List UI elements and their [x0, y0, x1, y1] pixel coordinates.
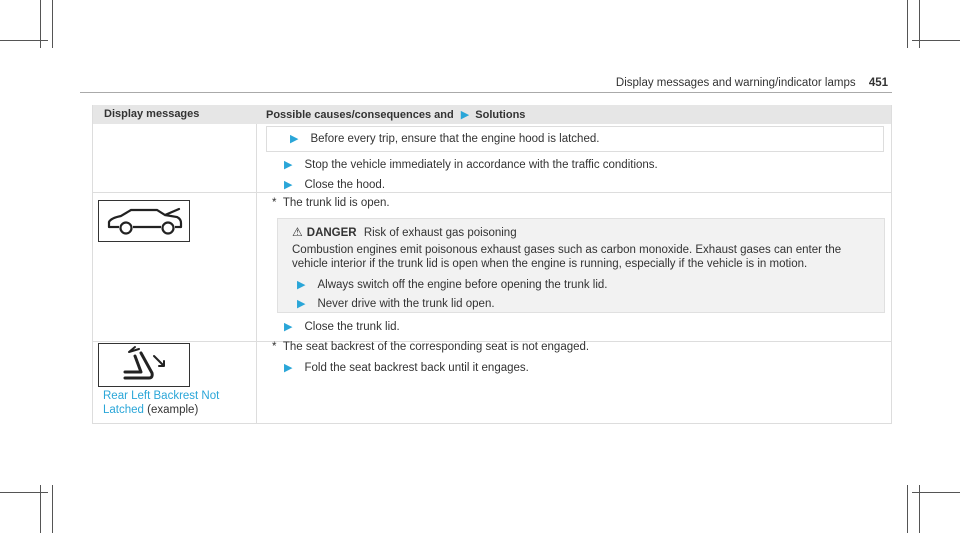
- list-item: ▶ Never drive with the trunk lid open.: [297, 298, 495, 310]
- crop-mark: [52, 485, 53, 533]
- list-item: ▶ Close the trunk lid.: [284, 321, 400, 333]
- danger-text: vehicle interior if the trunk lid is open when the engine is running, especially if the vehicle is in motion.: [292, 258, 808, 270]
- arrow-icon: ▶: [284, 362, 293, 374]
- danger-text: Combustion engines emit poisonous exhaust gases such as carbon monoxide. Exhaust gases can enter the: [292, 244, 842, 256]
- seat-backrest-icon: [98, 343, 190, 387]
- arrow-icon: ▶: [284, 179, 293, 191]
- cause-text: * The trunk lid is open.: [272, 197, 390, 209]
- crop-mark: [0, 40, 48, 41]
- column-divider: [256, 124, 257, 424]
- car-trunk-open-icon: [98, 200, 190, 242]
- danger-box: [277, 218, 885, 313]
- crop-mark: [907, 0, 908, 48]
- row-divider: [92, 192, 892, 193]
- list-item: ▶ Fold the seat backrest back until it engages.: [284, 362, 529, 374]
- warning-triangle-icon: ⚠: [292, 225, 303, 239]
- crop-mark: [907, 485, 908, 533]
- column-header-causes: Possible causes/consequences and ▶ Solutions: [266, 109, 526, 121]
- list-item: ▶ Stop the vehicle immediately in accordance with the traffic conditions.: [284, 159, 658, 171]
- display-message-text: Latched (example): [103, 404, 199, 416]
- display-message-text: Rear Left Backrest Not: [103, 390, 220, 402]
- arrow-icon: ▶: [297, 279, 306, 291]
- display-messages-table: [92, 105, 892, 424]
- arrow-icon: ▶: [284, 321, 293, 333]
- crop-mark: [0, 492, 48, 493]
- arrow-icon: ▶: [297, 298, 306, 310]
- arrow-icon: ▶: [284, 159, 293, 171]
- column-header-messages: Display messages: [104, 108, 200, 120]
- list-item: ▶ Always switch off the engine before opening the trunk lid.: [297, 279, 608, 291]
- danger-heading: ⚠ DANGER Risk of exhaust gas poisoning: [292, 225, 517, 239]
- header-rule: [80, 92, 892, 93]
- crop-mark: [912, 40, 960, 41]
- arrow-icon: ▶: [460, 109, 470, 121]
- crop-mark: [52, 0, 53, 48]
- page-number: 451: [868, 77, 888, 89]
- cause-text: * The seat backrest of the corresponding seat is not engaged.: [272, 341, 590, 353]
- arrow-icon: ▶: [290, 133, 299, 145]
- section-title: Display messages and warning/indicator lamps: [615, 77, 856, 89]
- list-item: ▶ Close the hood.: [284, 179, 386, 191]
- list-item: ▶ Before every trip, ensure that the engine hood is latched.: [290, 133, 600, 145]
- crop-mark: [912, 492, 960, 493]
- running-header: [616, 77, 888, 89]
